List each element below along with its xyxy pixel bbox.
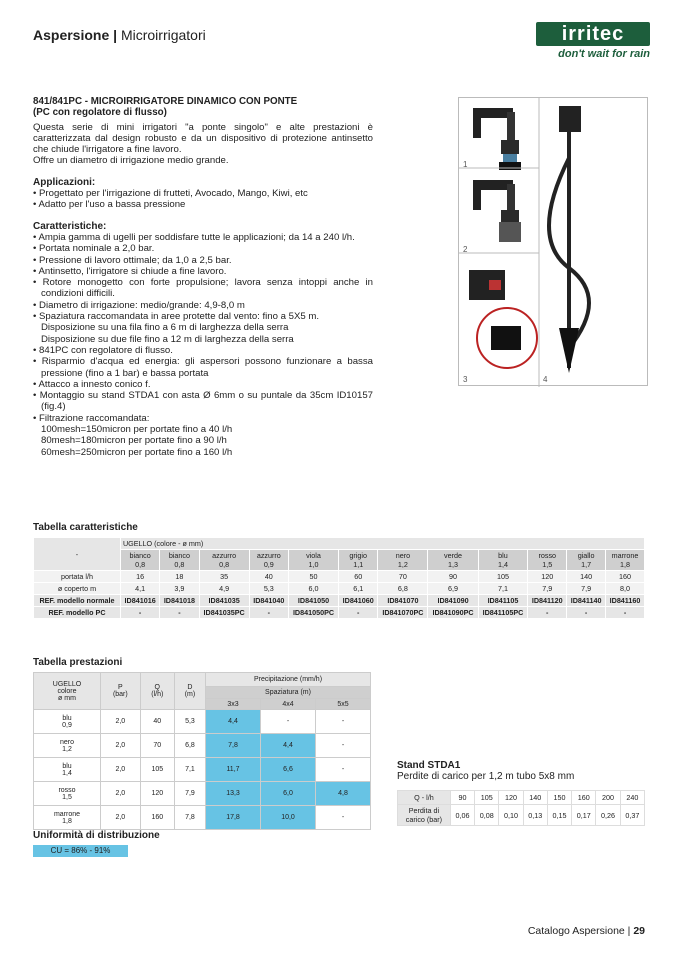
- nozzle-header: [428, 550, 478, 571]
- nozzle-diameter: 1,8: [62, 817, 72, 825]
- nozzle-color: nero: [395, 551, 411, 560]
- table-cell: 5,3: [249, 583, 288, 595]
- cell-p: 2,0: [101, 758, 141, 782]
- header-line: (bar): [112, 691, 128, 698]
- nozzle-header: [120, 550, 159, 571]
- product-images: [458, 97, 648, 386]
- figure-label-2: 2: [463, 245, 468, 254]
- nozzle-diameter: 0,8: [219, 560, 230, 569]
- table-cell: 0,17: [572, 805, 596, 826]
- nozzle-color: marrone: [53, 810, 81, 818]
- table-cell: 150: [547, 791, 571, 805]
- nozzle-group-header: UGELLO (colore - ø mm): [120, 538, 644, 550]
- table-cell: 140: [523, 791, 547, 805]
- table-row: [34, 571, 645, 583]
- nozzle-color: azzurro: [256, 551, 281, 560]
- table-cell: 140: [567, 571, 606, 583]
- table-cell: ID841050PC: [288, 607, 338, 619]
- product-illustration: [459, 98, 649, 387]
- table-cell: ID841018: [160, 595, 199, 607]
- table-cell: ID841060: [339, 595, 378, 607]
- intro-text-2: Offre un diametro di irrigazione medio grande.: [33, 155, 229, 167]
- table-cell: -: [339, 607, 378, 619]
- nozzle-diameter: 1,1: [353, 560, 364, 569]
- uniformity-value: CU = 86% - 91%: [33, 845, 128, 857]
- nozzle-header: [478, 550, 528, 571]
- label-line: carico (bar): [405, 815, 443, 824]
- nozzle-row: [34, 550, 645, 571]
- table-row: [34, 782, 371, 806]
- list-item: • Montaggio su stand STDA1 con asta Ø 6mm o su puntale da 35cm ID10157 (fig.4): [33, 390, 373, 413]
- uniformity-title: Uniformità di distribuzione: [33, 830, 160, 841]
- row-label: ø coperto m: [34, 583, 121, 595]
- nozzle-color: blu: [62, 714, 72, 722]
- nozzle-color: marrone: [611, 551, 639, 560]
- table-cell: 60: [339, 571, 378, 583]
- nozzle-diameter: 1,0: [308, 560, 319, 569]
- nozzle-header: [528, 550, 567, 571]
- nozzle-color: azzurro: [212, 551, 237, 560]
- table-cell: 6,8: [378, 583, 428, 595]
- list-item: • Progettato per l'irrigazione di frutteti, Avocado, Mango, Kiwi, etc: [33, 188, 373, 199]
- spacing-col-header: 5x5: [316, 699, 371, 710]
- characteristics-table-title: Tabella caratteristiche: [33, 522, 138, 533]
- label-line: Perdita di: [408, 806, 440, 815]
- header-line: ø mm: [58, 694, 76, 702]
- cell-q: 70: [140, 734, 174, 758]
- table-cell: 0,26: [596, 805, 620, 826]
- nozzle-diameter: 0,8: [135, 560, 146, 569]
- list-item: • 841PC con regolatore di flusso.: [33, 345, 373, 356]
- cell-q: 160: [140, 806, 174, 830]
- cell-d: 6,8: [174, 734, 205, 758]
- table-cell: 40: [249, 571, 288, 583]
- table-row: [34, 583, 645, 595]
- precipitation-cell: 6,6: [261, 758, 316, 782]
- table-cell: ID841035PC: [199, 607, 249, 619]
- stand-title: Stand STDA1: [397, 760, 461, 771]
- cell-q: 120: [140, 782, 174, 806]
- row-label: portata l/h: [34, 571, 121, 583]
- irritec-logo: [536, 22, 650, 60]
- table-row: [34, 595, 645, 607]
- spacing-notes: [33, 322, 373, 345]
- features-list: [33, 232, 373, 322]
- nozzle-diameter: 1,2: [397, 560, 408, 569]
- nozzle-diameter: 0,9: [263, 560, 274, 569]
- nozzle-cell: [34, 758, 101, 782]
- table-cell: ID841090PC: [428, 607, 478, 619]
- nozzle-header: [249, 550, 288, 571]
- row-label: REF. modello normale: [34, 595, 121, 607]
- list-item: • Adatto per l'uso a bassa pressione: [33, 199, 373, 210]
- figure-label-3: 3: [463, 375, 468, 384]
- cell-q: 40: [140, 710, 174, 734]
- precipitation-cell: -: [316, 710, 371, 734]
- cell-p: 2,0: [101, 806, 141, 830]
- table-cell: -: [567, 607, 606, 619]
- footer-label: Catalogo Aspersione |: [527, 925, 631, 937]
- nozzle-header: [339, 550, 378, 571]
- precipitation-cell: 17,8: [206, 806, 261, 830]
- nozzle-color: giallo: [577, 551, 595, 560]
- table-cell: 3,9: [160, 583, 199, 595]
- precipitation-cell: 10,0: [261, 806, 316, 830]
- table-cell: 0,13: [523, 805, 547, 826]
- product-title: 841/841PC - MICROIRRIGATORE DINAMICO CON PONTE: [33, 96, 298, 107]
- precipitation-cell: 7,8: [206, 734, 261, 758]
- table-row: [34, 710, 371, 734]
- table-row: [34, 758, 371, 782]
- row-label: REF. modello PC: [34, 607, 121, 619]
- cell-p: 2,0: [101, 710, 141, 734]
- table-cell: 90: [428, 571, 478, 583]
- stand-subtitle: Perdite di carico per 1,2 m tubo 5x8 mm: [397, 771, 575, 782]
- nozzle-color: grigio: [349, 551, 368, 560]
- table-cell: ID841105PC: [478, 607, 528, 619]
- row-label: [398, 805, 451, 826]
- list-item: • Risparmio d'acqua ed energia: gli aspersori possono funzionare a bassa pressione (fino a 1 bar) e bassa portata: [33, 356, 373, 379]
- header-section: Aspersione: [33, 27, 110, 43]
- nozzle-diameter: 1,3: [448, 560, 459, 569]
- filtration-list: [33, 424, 373, 458]
- table-cell: -: [160, 607, 199, 619]
- list-item: • Rotore monogetto con forte propulsione; lavora senza intoppi anche in condizioni difficili.: [33, 277, 373, 300]
- table-cell: ID841120: [528, 595, 567, 607]
- cell-d: 7,1: [174, 758, 205, 782]
- stand-loss-table: [397, 790, 645, 826]
- nozzle-color: bianco: [168, 551, 190, 560]
- table-cell: 160: [572, 791, 596, 805]
- list-item: • Attacco a innesto conico f.: [33, 379, 373, 390]
- figure-label-4: 4: [543, 375, 548, 384]
- table-cell: ID841160: [606, 595, 645, 607]
- header-subsection: Microirrigatori: [120, 27, 206, 43]
- table-cell: 70: [378, 571, 428, 583]
- header-line: (m): [184, 691, 196, 698]
- list-item: • Diametro di irrigazione: medio/grande: 4,9-8,0 m: [33, 300, 373, 311]
- table-cell: ID841105: [478, 595, 528, 607]
- table-cell: 0,06: [450, 805, 474, 826]
- table-cell: ID841090: [428, 595, 478, 607]
- nozzle-diameter: 0,9: [62, 721, 72, 729]
- precipitation-cell: 4,8: [316, 782, 371, 806]
- precipitation-cell: -: [316, 758, 371, 782]
- table-cell: 120: [528, 571, 567, 583]
- header-line: Q: [154, 684, 160, 691]
- table-cell: 6,1: [339, 583, 378, 595]
- nozzle-diameter: 1,4: [497, 560, 508, 569]
- precipitation-cell: -: [316, 806, 371, 830]
- table-cell: ID841050: [288, 595, 338, 607]
- precipitation-header: Precipitazione (mm/h): [206, 673, 371, 687]
- nozzle-header: [199, 550, 249, 571]
- cell-p: 2,0: [101, 734, 141, 758]
- cell-d: 7,8: [174, 806, 205, 830]
- table-header-row: [34, 673, 371, 687]
- features-list-2: [33, 345, 373, 424]
- table-cell: -: [120, 607, 159, 619]
- nozzle-diameter: 0,8: [174, 560, 185, 569]
- nozzle-color: rosso: [58, 786, 76, 794]
- spacing-header: Spaziatura (m): [206, 687, 371, 699]
- table-cell: 7,9: [567, 583, 606, 595]
- header-separator: |: [113, 27, 118, 43]
- nozzle-color: bianco: [129, 551, 151, 560]
- nozzle-diameter: 1,2: [62, 745, 72, 753]
- table-cell: 200: [596, 791, 620, 805]
- table-cell: 6,0: [288, 583, 338, 595]
- table-cell: -: [528, 607, 567, 619]
- nozzle-cell: [34, 806, 101, 830]
- header-q: [140, 673, 174, 710]
- nozzle-diameter: 1,5: [62, 793, 72, 801]
- table-cell: 0,08: [475, 805, 499, 826]
- applications-heading: Applicazioni:: [33, 176, 96, 188]
- header-line: colore: [57, 687, 77, 695]
- table-cell: 6,9: [428, 583, 478, 595]
- table-cell: 105: [475, 791, 499, 805]
- nozzle-header: [160, 550, 199, 571]
- nozzle-cell: [34, 782, 101, 806]
- loss-row: [398, 805, 645, 826]
- nozzle-header: [606, 550, 645, 571]
- logo-tagline: don't wait for rain: [558, 48, 650, 60]
- table-cell: ID841040: [249, 595, 288, 607]
- filtration-item: 60mesh=250micron per portate fino a 160 l/h: [41, 446, 233, 458]
- table-cell: 16: [120, 571, 159, 583]
- characteristics-table: [33, 537, 645, 619]
- header-p: [101, 673, 141, 710]
- precipitation-cell: 13,3: [206, 782, 261, 806]
- intro-text: Questa serie di mini irrigatori "a ponte singolo" e alte prestazioni è caratterizzata dal design robusto e da un dispositivo di protezione antinsetto che chiude l'irrigatore a fine lavoro.: [33, 121, 373, 156]
- table-cell: ID841070: [378, 595, 428, 607]
- cell-d: 5,3: [174, 710, 205, 734]
- nozzle-color: blu: [62, 762, 72, 770]
- table-cell: ID841140: [567, 595, 606, 607]
- list-item: • Ampia gamma di ugelli per soddisfare tutte le applicazioni; da 14 a 240 l/h.: [33, 232, 373, 243]
- filtration-item: 80mesh=180micron per portate fino a 90 l/h: [41, 435, 227, 447]
- nozzle-color: blu: [498, 551, 508, 560]
- product-description: [33, 96, 373, 458]
- table-cell: 18: [160, 571, 199, 583]
- list-item: • Pressione di lavoro ottimale; da 1,0 a 2,5 bar.: [33, 255, 373, 266]
- table-cell: 0,15: [547, 805, 571, 826]
- table-cell: 50: [288, 571, 338, 583]
- table-cell: 8,0: [606, 583, 645, 595]
- spacing-note: Disposizione su due file fino a 12 m di larghezza della serra: [41, 333, 294, 345]
- table-cell: 4,1: [120, 583, 159, 595]
- corner-cell: -: [34, 538, 121, 571]
- table-cell: ID841070PC: [378, 607, 428, 619]
- nozzle-diameter: 1,8: [620, 560, 631, 569]
- spacing-note: Disposizione su una fila fino a 6 m di larghezza della serra: [41, 322, 289, 334]
- logo-brand: irritec: [536, 22, 650, 46]
- nozzle-color: nero: [59, 738, 74, 746]
- header-line: UGELLO: [52, 680, 82, 688]
- header-d: [174, 673, 205, 710]
- table-row: [34, 734, 371, 758]
- precipitation-cell: 11,7: [206, 758, 261, 782]
- table-cell: 120: [499, 791, 523, 805]
- table-cell: 4,9: [199, 583, 249, 595]
- performance-table: [33, 672, 371, 830]
- nozzle-header: [567, 550, 606, 571]
- table-cell: 240: [620, 791, 644, 805]
- performance-table-title: Tabella prestazioni: [33, 657, 123, 668]
- precipitation-cell: -: [261, 710, 316, 734]
- header-line: D: [187, 684, 193, 691]
- nozzle-diameter: 1,4: [62, 769, 72, 777]
- list-item: • Antinsetto, l'irrigatore si chiude a fine lavoro.: [33, 266, 373, 277]
- table-row: [34, 806, 371, 830]
- cell-d: 7,9: [174, 782, 205, 806]
- nozzle-header: [288, 550, 338, 571]
- table-cell: 7,1: [478, 583, 528, 595]
- cell-p: 2,0: [101, 782, 141, 806]
- precipitation-cell: 4,4: [206, 710, 261, 734]
- spacing-col-header: 3x3: [206, 699, 261, 710]
- features-heading: Caratteristiche:: [33, 220, 107, 232]
- cell-q: 105: [140, 758, 174, 782]
- table-cell: 0,37: [620, 805, 644, 826]
- list-item: • Spaziatura raccomandata in aree protette dal vento: fino a 5X5 m.: [33, 311, 373, 322]
- table-row: [34, 607, 645, 619]
- figure-label-1: 1: [463, 160, 468, 169]
- table-cell: -: [606, 607, 645, 619]
- table-header-row: [34, 538, 645, 550]
- header-line: (l/h): [151, 691, 164, 698]
- table-cell: ID841016: [120, 595, 159, 607]
- product-subtitle: (PC con regolatore di flusso): [33, 107, 167, 119]
- table-cell: 160: [606, 571, 645, 583]
- header-nozzle: [34, 673, 101, 710]
- nozzle-header: [378, 550, 428, 571]
- table-cell: 90: [450, 791, 474, 805]
- precipitation-cell: -: [316, 734, 371, 758]
- row-label: Q - l/h: [398, 791, 451, 805]
- list-item: • Portata nominale a 2,0 bar.: [33, 243, 373, 254]
- table-cell: ID841035: [199, 595, 249, 607]
- precipitation-cell: 6,0: [261, 782, 316, 806]
- flow-row: [398, 791, 645, 805]
- nozzle-color: viola: [306, 551, 321, 560]
- nozzle-cell: [34, 734, 101, 758]
- table-cell: -: [249, 607, 288, 619]
- nozzle-diameter: 1,5: [542, 560, 553, 569]
- nozzle-diameter: 1,7: [581, 560, 592, 569]
- nozzle-cell: [34, 710, 101, 734]
- nozzle-color: verde: [444, 551, 463, 560]
- page-footer: [528, 925, 645, 937]
- stand-info: [397, 760, 574, 782]
- list-item: • Filtrazione raccomandata:: [33, 413, 373, 424]
- header-line: P: [118, 684, 123, 691]
- nozzle-color: rosso: [538, 551, 557, 560]
- applications-list: [33, 188, 373, 211]
- table-cell: 7,9: [528, 583, 567, 595]
- table-cell: 105: [478, 571, 528, 583]
- precipitation-cell: 4,4: [261, 734, 316, 758]
- page-header: [33, 27, 206, 43]
- spacing-col-header: 4x4: [261, 699, 316, 710]
- page-number: 29: [633, 925, 645, 937]
- table-cell: 0,10: [499, 805, 523, 826]
- table-cell: 35: [199, 571, 249, 583]
- filtration-item: 100mesh=150micron per portate fino a 40 l/h: [41, 424, 233, 436]
